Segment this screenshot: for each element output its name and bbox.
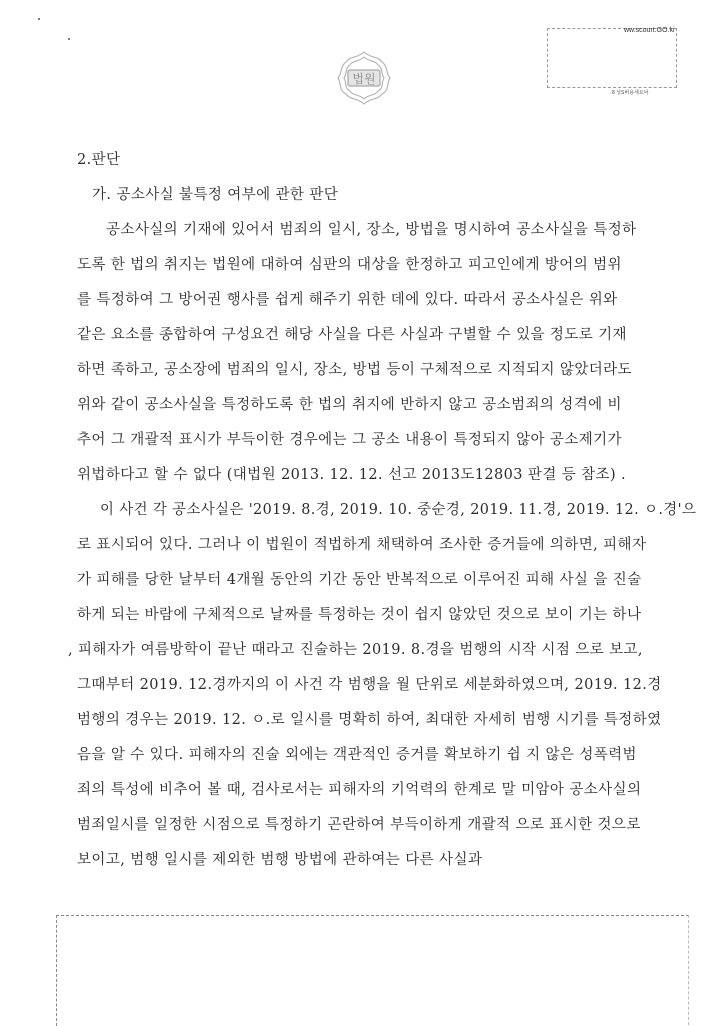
paragraph-line: 를 특정하여 그 방어권 행사를 쉽게 해주기 위한 데에 있다. 따라서 공소사실은 위와 xyxy=(77,292,618,308)
paragraph-line: 공소사실의 기재에 있어서 범죄의 일시, 장소, 방법을 명시하여 공소사실을 특정하 xyxy=(106,222,637,238)
paragraph-line: 위법하다고 할 수 없다 (대법원 2013. 12. 12. 선고 2013도12803 판결 등 참조) . xyxy=(77,467,627,483)
subsection-heading: 가. 공소사실 불특정 여부에 관한 판단 xyxy=(92,187,339,203)
paragraph-line: 보이고, 범행 일시를 제외한 범행 방법에 관하여는 다른 사실과 xyxy=(77,852,483,868)
paragraph-line: 범죄일시를 일정한 시점으로 특정하기 곤란하여 부득이하게 개괄적 으로 표시한 것으로 xyxy=(77,817,641,833)
paragraph-line: 이 사건 각 공소사실은 '2019. 8.경, 2019. 10. 중순경, 2019. 11.경, 2019. 12. ㅇ.경'으 xyxy=(100,502,697,518)
stamp-url: ww.scourt.GO.ki xyxy=(624,27,675,34)
paragraph-line: 그때부터 2019. 12.경까지의 이 사건 각 범행을 월 단위로 세분화하였으며, 2019. 12.경 xyxy=(77,677,662,693)
paragraph-line: 위와 같이 공소사실을 특정하도록 한 법의 취지에 반하지 않고 공소범죄의 성격에 비 xyxy=(77,397,622,413)
scan-speck xyxy=(38,18,40,20)
footer-dashed-frame xyxy=(56,915,689,1026)
section-heading: 2.판단 xyxy=(77,152,121,168)
paragraph-line: 음을 알 수 있다. 피해자의 진술 외에는 객관적인 증거를 확보하기 쉽 지 않은 성폭력범 xyxy=(77,747,637,763)
paragraph-line: 도록 한 법의 취지는 법원에 대하여 심판의 대상을 한정하고 피고인에게 방어의 범위 xyxy=(77,257,622,273)
footer-dashed-frame-edge xyxy=(688,915,689,1025)
paragraph-line: 범행의 경우는 2019. 12. ㅇ.로 일시를 명확히 하여, 최대한 자세히 범행 시기를 특정하였 xyxy=(77,712,662,728)
paragraph-line: 같은 요소를 종합하여 구성요건 해당 사실을 다른 사실과 구별할 수 있을 정도로 기재 xyxy=(77,327,627,343)
issuance-stamp-box xyxy=(547,28,677,88)
paragraph-line: 로 표시되어 있다. 그러나 이 법원이 적법하게 채택하여 조사한 증거들에 의하면, 피해자 xyxy=(77,537,647,553)
scan-speck xyxy=(68,38,70,40)
paragraph-line: , 피해자가 여름방학이 끝난 때라고 진술하는 2019. 8.경을 범행의 시작 시점 으로 보고, xyxy=(68,642,643,658)
paragraph-line: 죄의 특성에 비추어 볼 때, 검사로서는 피해자의 기억력의 한계로 말 미암아 공소사실의 xyxy=(77,782,642,798)
paragraph-line: 하면 족하고, 공소장에 범죄의 일시, 장소, 방법 등이 구체적으로 지적되지 않았더라도 xyxy=(77,362,632,378)
emblem-label: 법원 xyxy=(352,72,376,86)
paragraph-line: 추어 그 개괄적 표시가 부득이한 경우에는 그 공소 내용이 특정되지 않아 공소제기가 xyxy=(77,432,622,448)
paragraph-line: 하게 되는 바람에 구체적으로 날짜를 특정하는 것이 쉽지 않았던 것으로 보이 기는 하나 xyxy=(77,607,642,623)
paragraph-line: 가 피해를 당한 날부터 4개월 동안의 기간 동안 반복적으로 이루어진 피해 사실 을 진술 xyxy=(77,572,642,588)
stamp-caption: 8 성S버용세요낙 xyxy=(612,90,649,96)
